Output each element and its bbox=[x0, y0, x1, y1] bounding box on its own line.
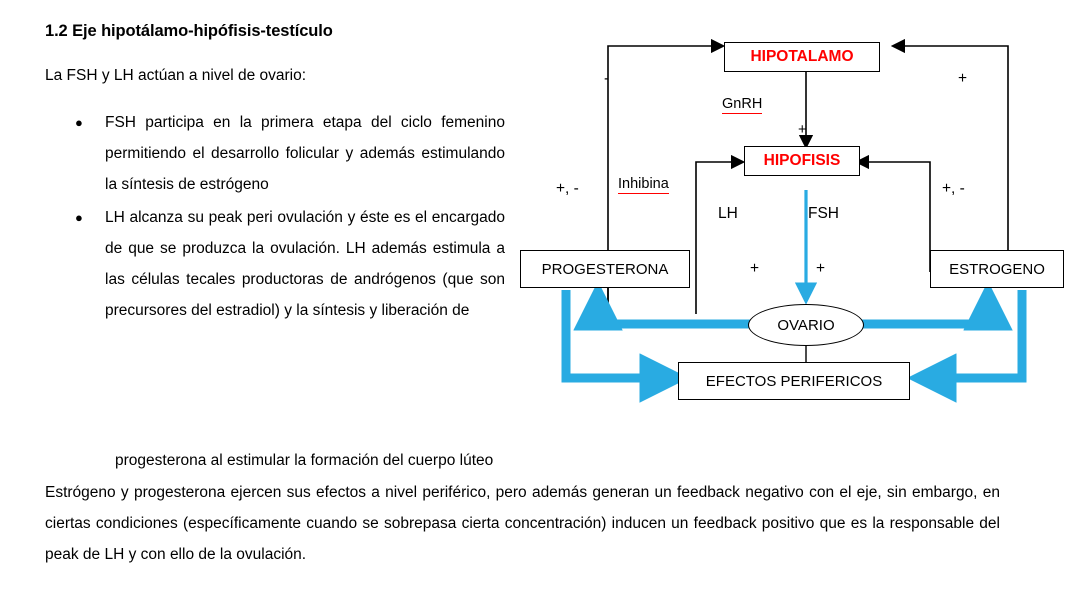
list-item: ● FSH participa en la primera etapa del ciclo femenino permitiendo el desarrollo folicular y además estimulando la síntesis de estrógeno bbox=[75, 107, 505, 200]
closing-paragraph: Estrógeno y progesterona ejercen sus efectos a nivel periférico, pero además generan un feedback negativo con el eje, sin embargo, en ciertas condiciones (específicamente cuando se sobrepasa cierta concentración) inducen un feedback positivo que es la responsable del peak de LH y con ello de la ovulación. bbox=[45, 484, 1000, 563]
label-gnrh: GnRH bbox=[722, 96, 763, 112]
label-plusminus-left: +, - bbox=[556, 180, 579, 197]
node-hipofisis-label: HIPOFISIS bbox=[763, 152, 841, 169]
list-item-overflow: progesterona al estimular la formación del cuerpo lúteo bbox=[115, 452, 494, 469]
node-progesterona-label: PROGESTERONA bbox=[541, 260, 669, 278]
label-plus-right-top: + bbox=[958, 70, 968, 87]
hpg-axis-diagram bbox=[510, 14, 1066, 424]
label-inhibina: Inhibina bbox=[618, 176, 669, 192]
text-column bbox=[45, 22, 505, 328]
node-hipotalamo-label: HIPOTALAMO bbox=[750, 48, 854, 65]
bullet-list bbox=[45, 107, 505, 326]
label-minus-left-top: - bbox=[604, 70, 610, 87]
label-plus-ovario-left: + bbox=[750, 260, 760, 277]
intro-paragraph: La FSH y LH actúan a nivel de ovario: bbox=[45, 67, 307, 84]
page-title: 1.2 Eje hipotálamo-hipófisis-testículo bbox=[45, 22, 333, 40]
node-efectos-label: EFECTOS PERIFERICOS bbox=[705, 372, 883, 390]
node-estrogeno bbox=[930, 250, 1064, 288]
label-plus-under-gnrh: + bbox=[798, 122, 807, 138]
node-hipotalamo bbox=[724, 42, 880, 72]
label-plus-ovario-right: + bbox=[816, 260, 826, 277]
node-ovario-label: OVARIO bbox=[777, 316, 835, 334]
label-lh: LH bbox=[718, 205, 738, 222]
node-ovario bbox=[748, 304, 864, 346]
list-item: ● LH alcanza su peak peri ovulación y éste es el encargado de que se produzca la ovulación. LH además estimula a las células tecales productoras de andrógenos (que son precursores del estradiol) y la síntesis y liberación de bbox=[75, 202, 505, 326]
node-hipofisis bbox=[744, 146, 860, 176]
label-plusminus-right: +, - bbox=[942, 180, 965, 197]
node-progesterona bbox=[520, 250, 690, 288]
node-efectos-perifericos bbox=[678, 362, 910, 400]
node-estrogeno-label: ESTROGENO bbox=[949, 260, 1045, 278]
label-fsh: FSH bbox=[808, 205, 839, 222]
